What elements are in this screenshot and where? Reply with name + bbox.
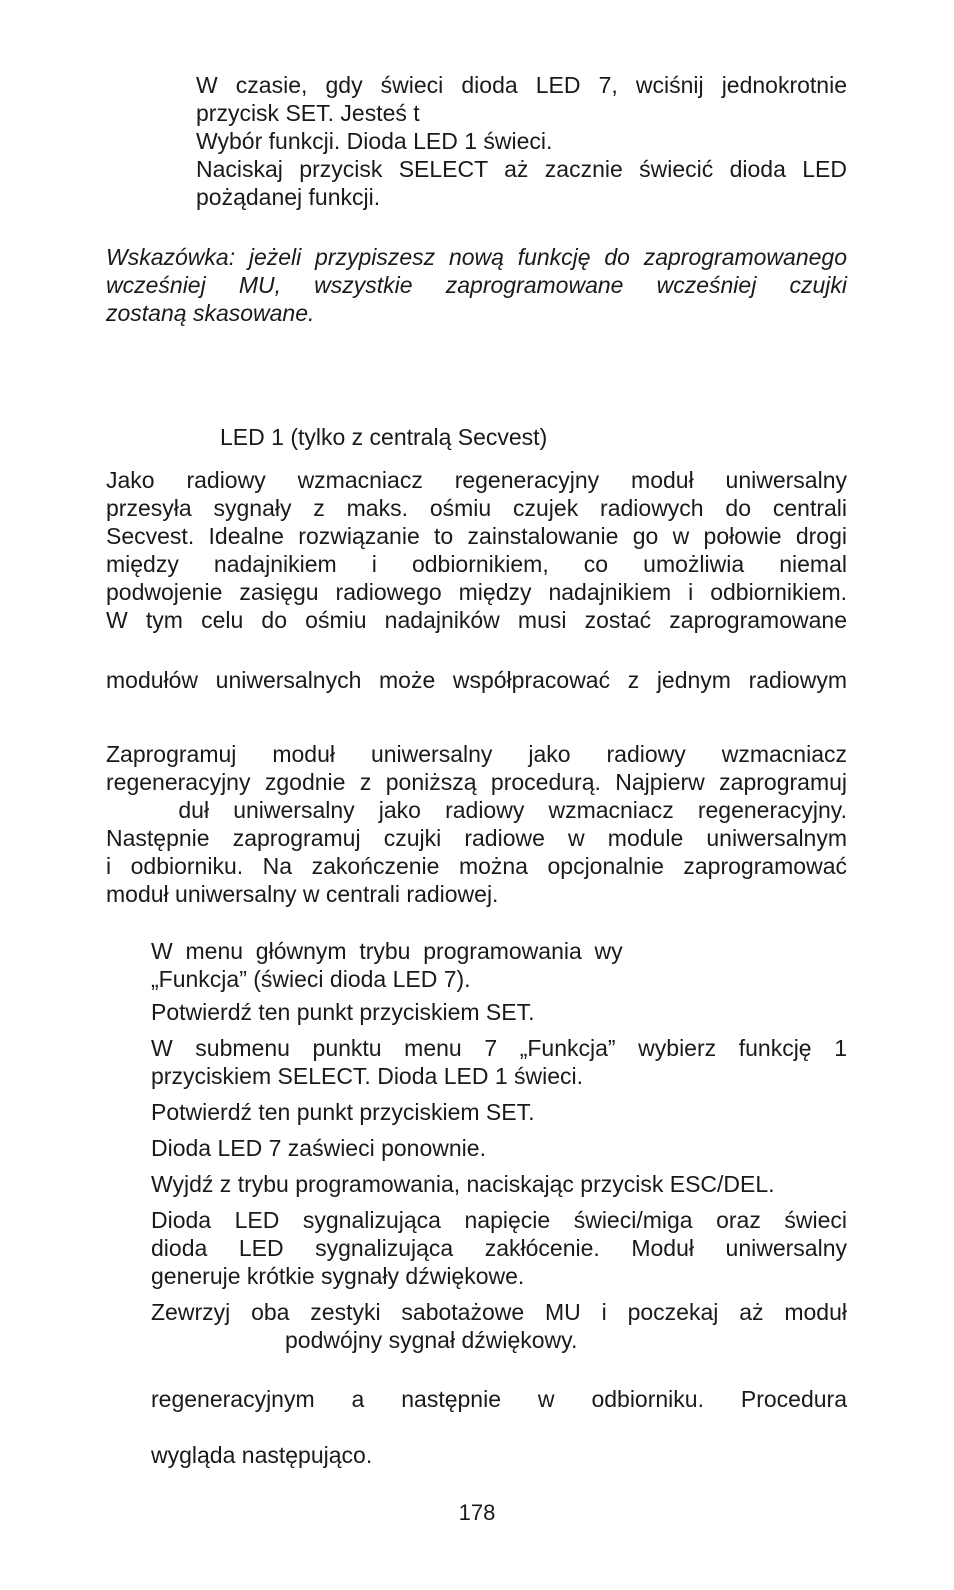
text-line: W menu głównym trybu programowania wy [151, 938, 623, 964]
procedure-step [151, 1034, 847, 1090]
text-line: podwojenie zasięgu radiowego między nadajnikiem i odbiornikiem. [106, 579, 847, 605]
text-line: Wskazówka: jeżeli przypiszesz nową funkcję do zaprogramowanego [106, 244, 847, 270]
procedure-note [151, 1385, 847, 1413]
text-line: W submenu punktu menu 7 „Funkcja” wybierz funkcję 1 [151, 1035, 847, 1061]
text-line: „Funkcja” (świeci dioda LED 7). [151, 966, 471, 992]
text-line: przesyła sygnały z maks. ośmiu czujek radiowych do centrali [106, 495, 847, 521]
text-line [106, 666, 847, 694]
text-line: Dioda LED sygnalizująca napięcie świeci/miga oraz świeci [151, 1207, 847, 1233]
procedure-step [151, 1206, 847, 1290]
text-line: wygląda następująco. [151, 1442, 373, 1468]
page-number: 178 [458, 1500, 496, 1525]
text-line: pożądanej funkcji. [196, 184, 381, 210]
text-line: W czasie, gdy świeci dioda LED 7, wciśnij jednokrotnie [196, 72, 847, 98]
text-line: moduł uniwersalny w centrali radiowej. [106, 881, 499, 907]
text-line: Secvest. Idealne rozwiązanie to zainstalowanie go w połowie drogi [106, 523, 847, 549]
text-line: Dioda LED 7 zaświeci ponownie. [151, 1135, 486, 1161]
text-line: Zaprogramuj moduł uniwersalny jako radiowy wzmacniacz [106, 741, 847, 767]
text-line: modułów uniwersalnych może współpracować z jednym radiowym [106, 667, 847, 693]
function-selection-text [196, 71, 847, 211]
text-line: duł uniwersalny jako radiowy wzmacniacz regeneracyjny. [106, 797, 847, 823]
programming-intro [106, 740, 847, 908]
repeater-description [106, 466, 847, 634]
text-line: regeneracyjnym a następnie w odbiorniku. Procedura [151, 1386, 847, 1412]
text-line: Potwierdź ten punkt przyciskiem SET. [151, 1099, 535, 1125]
text-line: wcześniej MU, wszystkie zaprogramowane wcześniej czujki [106, 272, 847, 298]
text-line: Wyjdź z trybu programowania, naciskając przycisk ESC/DEL. [151, 1171, 775, 1197]
procedure-step [151, 998, 847, 1026]
procedure-step [151, 937, 847, 993]
procedure-step [151, 1098, 847, 1126]
procedure-step [151, 1298, 847, 1354]
text-line: zostaną skasowane. [106, 300, 315, 326]
text-line: Wybór funkcji. Dioda LED 1 świeci. [196, 128, 553, 154]
section-heading: LED 1 (tylko z centralą Secvest) [220, 424, 548, 450]
text-line: dioda LED sygnalizująca zakłócenie. Moduł uniwersalny [151, 1235, 847, 1261]
text-line: przycisk SET. Jesteś t [196, 100, 420, 126]
procedure-step [151, 1134, 847, 1162]
text-line: W tym celu do ośmiu nadajników musi zostać zaprogramowane [106, 607, 847, 633]
text-line: Następnie zaprogramuj czujki radiowe w module uniwersalnym [106, 825, 847, 851]
procedure-step [151, 1170, 847, 1198]
hint-note [106, 243, 847, 327]
text-line: i odbiorniku. Na zakończenie można opcjonalnie zaprogramować [106, 853, 847, 879]
text-line: przyciskiem SELECT. Dioda LED 1 świeci. [151, 1063, 584, 1089]
text-line: podwójny sygnał dźwiękowy. [285, 1327, 578, 1353]
text-line: Potwierdź ten punkt przyciskiem SET. [151, 999, 535, 1025]
text-line: Zewrzyj oba zestyki sabotażowe MU i poczekaj aż moduł [151, 1299, 847, 1325]
text-line: regeneracyjny zgodnie z poniższą procedurą. Najpierw zaprogramuj [106, 769, 847, 795]
procedure-note [151, 1441, 847, 1469]
text-line: między nadajnikiem i odbiornikiem, co umożliwia niemal [106, 551, 847, 577]
text-line: generuje krótkie sygnały dźwiękowe. [151, 1263, 525, 1289]
text-line: Naciskaj przycisk SELECT aż zacznie świecić dioda LED [196, 156, 847, 182]
text-line: Jako radiowy wzmacniacz regeneracyjny moduł uniwersalny [106, 467, 847, 493]
